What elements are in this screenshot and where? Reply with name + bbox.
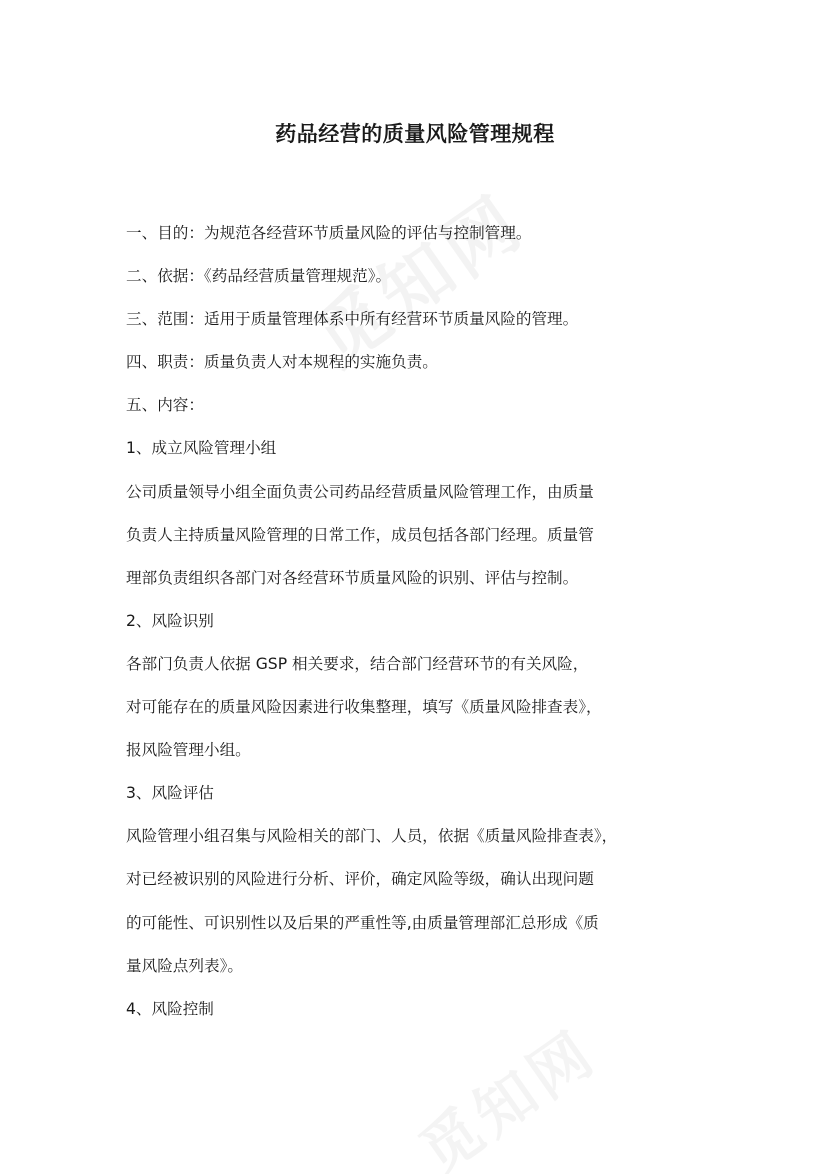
document-title: 药品经营的质量风险管理规程 <box>275 122 555 146</box>
paragraph-line: 负责人主持质量风险管理的日常工作，成员包括各部门经理。质量管 <box>126 525 594 544</box>
purpose-line: 一、目的：为规范各经营环节质量风险的评估与控制管理。 <box>126 224 532 242</box>
paragraph-line: 报风险管理小组。 <box>126 741 251 760</box>
paragraph-line: 对已经被识别的风险进行分析、评价，确定风险等级，确认出现问题 <box>126 870 594 889</box>
document-body <box>126 218 716 1037</box>
responsibility-line: 四、职责：质量负责人对本规程的实施负责。 <box>126 353 438 372</box>
paragraph-line: 的可能性、可识别性以及后果的严重性等,由质量管理部汇总形成《质 <box>126 913 599 932</box>
paragraph-line: 对可能存在的质量风险因素进行收集整理，填写《质量风险排查表》， <box>126 698 602 717</box>
section-heading: 2、风险识别 <box>126 611 214 630</box>
paragraph-line: 风险管理小组召集与风险相关的部门、人员，依据《质量风险排查表》， <box>126 827 618 846</box>
paragraph-line: 量风险点列表》。 <box>126 956 243 975</box>
paragraph-line: 公司质量领导小组全面负责公司药品经营质量风险管理工作，由质量 <box>126 482 594 501</box>
paragraph-line: 各部门负责人依据 GSP 相关要求，结合部门经营环节的有关风险， <box>126 654 589 673</box>
section-heading: 4、风险控制 <box>126 999 214 1018</box>
content-heading: 五、内容： <box>126 396 204 415</box>
section-heading: 3、风险评估 <box>126 784 214 803</box>
paragraph-line: 理部负责组织各部门对各经营环节质量风险的识别、评估与控制。 <box>126 568 579 587</box>
scope-line: 三、范围：适用于质量管理体系中所有经营环节质量风险的管理。 <box>126 310 579 329</box>
basis-line: 二、依据：《药品经营质量管理规范》。 <box>126 267 392 286</box>
section-heading: 1、成立风险管理小组 <box>126 439 277 458</box>
